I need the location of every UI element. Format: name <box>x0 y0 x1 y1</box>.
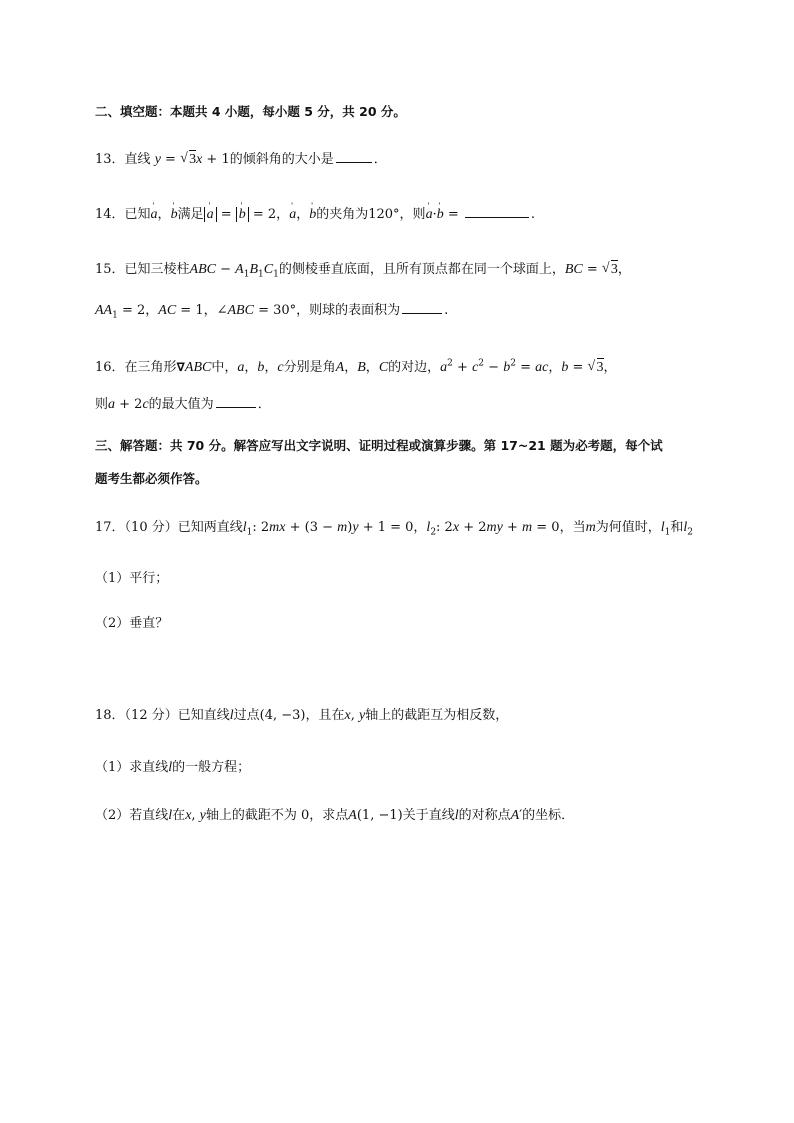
section-answer-heading-line-1: 三、解答题：共 70 分。解答应写出文字说明、证明过程或演算步骤。第 17~21 题为必考题，每个试 <box>95 438 663 453</box>
section-fill-in-heading: 二、填空题：本题共 4 小题，每小题 5 分，共 20 分。 <box>95 104 406 119</box>
answer-blank <box>336 150 372 163</box>
question-16-line-1: 16．在三角形∇ABC中，a，b，c分别是角A，B，C的对边，$a^2 + c^2 - b^2$ = ac，b = √ 3， <box>95 358 617 377</box>
question-17-part-1: （1）平行； <box>95 571 169 586</box>
answer-blank <box>216 395 256 408</box>
section-answer-heading-line-2: 题考生都必须作答。 <box>95 471 208 486</box>
question-17-part-2: （2）垂直？ <box>95 616 169 631</box>
question-15-line-2: $AA_1 = 2$，AC = 1，∠ABC = 30°，则球的表面积为 . <box>95 303 449 321</box>
answer-blank <box>402 301 442 314</box>
question-14: 14．已知a '，b '满足 a ' = b ' = 2，a '，b '的夹角为120°，则a '·b ' = . <box>95 205 535 224</box>
question-18: 18．（12 分）已知直线l过点(4, −3)，且在x, y轴上的截距互为相反数， <box>95 708 509 723</box>
question-16-line-2: 则a + 2c的最大值为 ． <box>95 397 271 412</box>
question-13: 13．直线 y = √ 3x + 1的倾斜角的大小是 ． <box>95 150 387 169</box>
question-18-part-1: （1）求直线l的一般方程； <box>95 760 251 775</box>
question-15-line-1: 15．已知三棱柱ABC − $A_1B_1C_1$的侧棱垂直底面，且所有顶点都在同一个球面上，BC = √ 3， <box>95 261 631 279</box>
answer-blank <box>465 205 529 218</box>
question-18-part-2: （2）若直线l在x, y轴上的截距不为 0，求点A(1, −1)关于直线l的对称点A′的坐标． <box>95 808 575 823</box>
question-17: 17．（10 分）已知两直线$l_1$: 2mx + (3 − m)y + 1 = 0，$l_2$: 2x + 2my + m = 0，当m为何值时，$l_1$和$l_2$ <box>95 520 693 538</box>
